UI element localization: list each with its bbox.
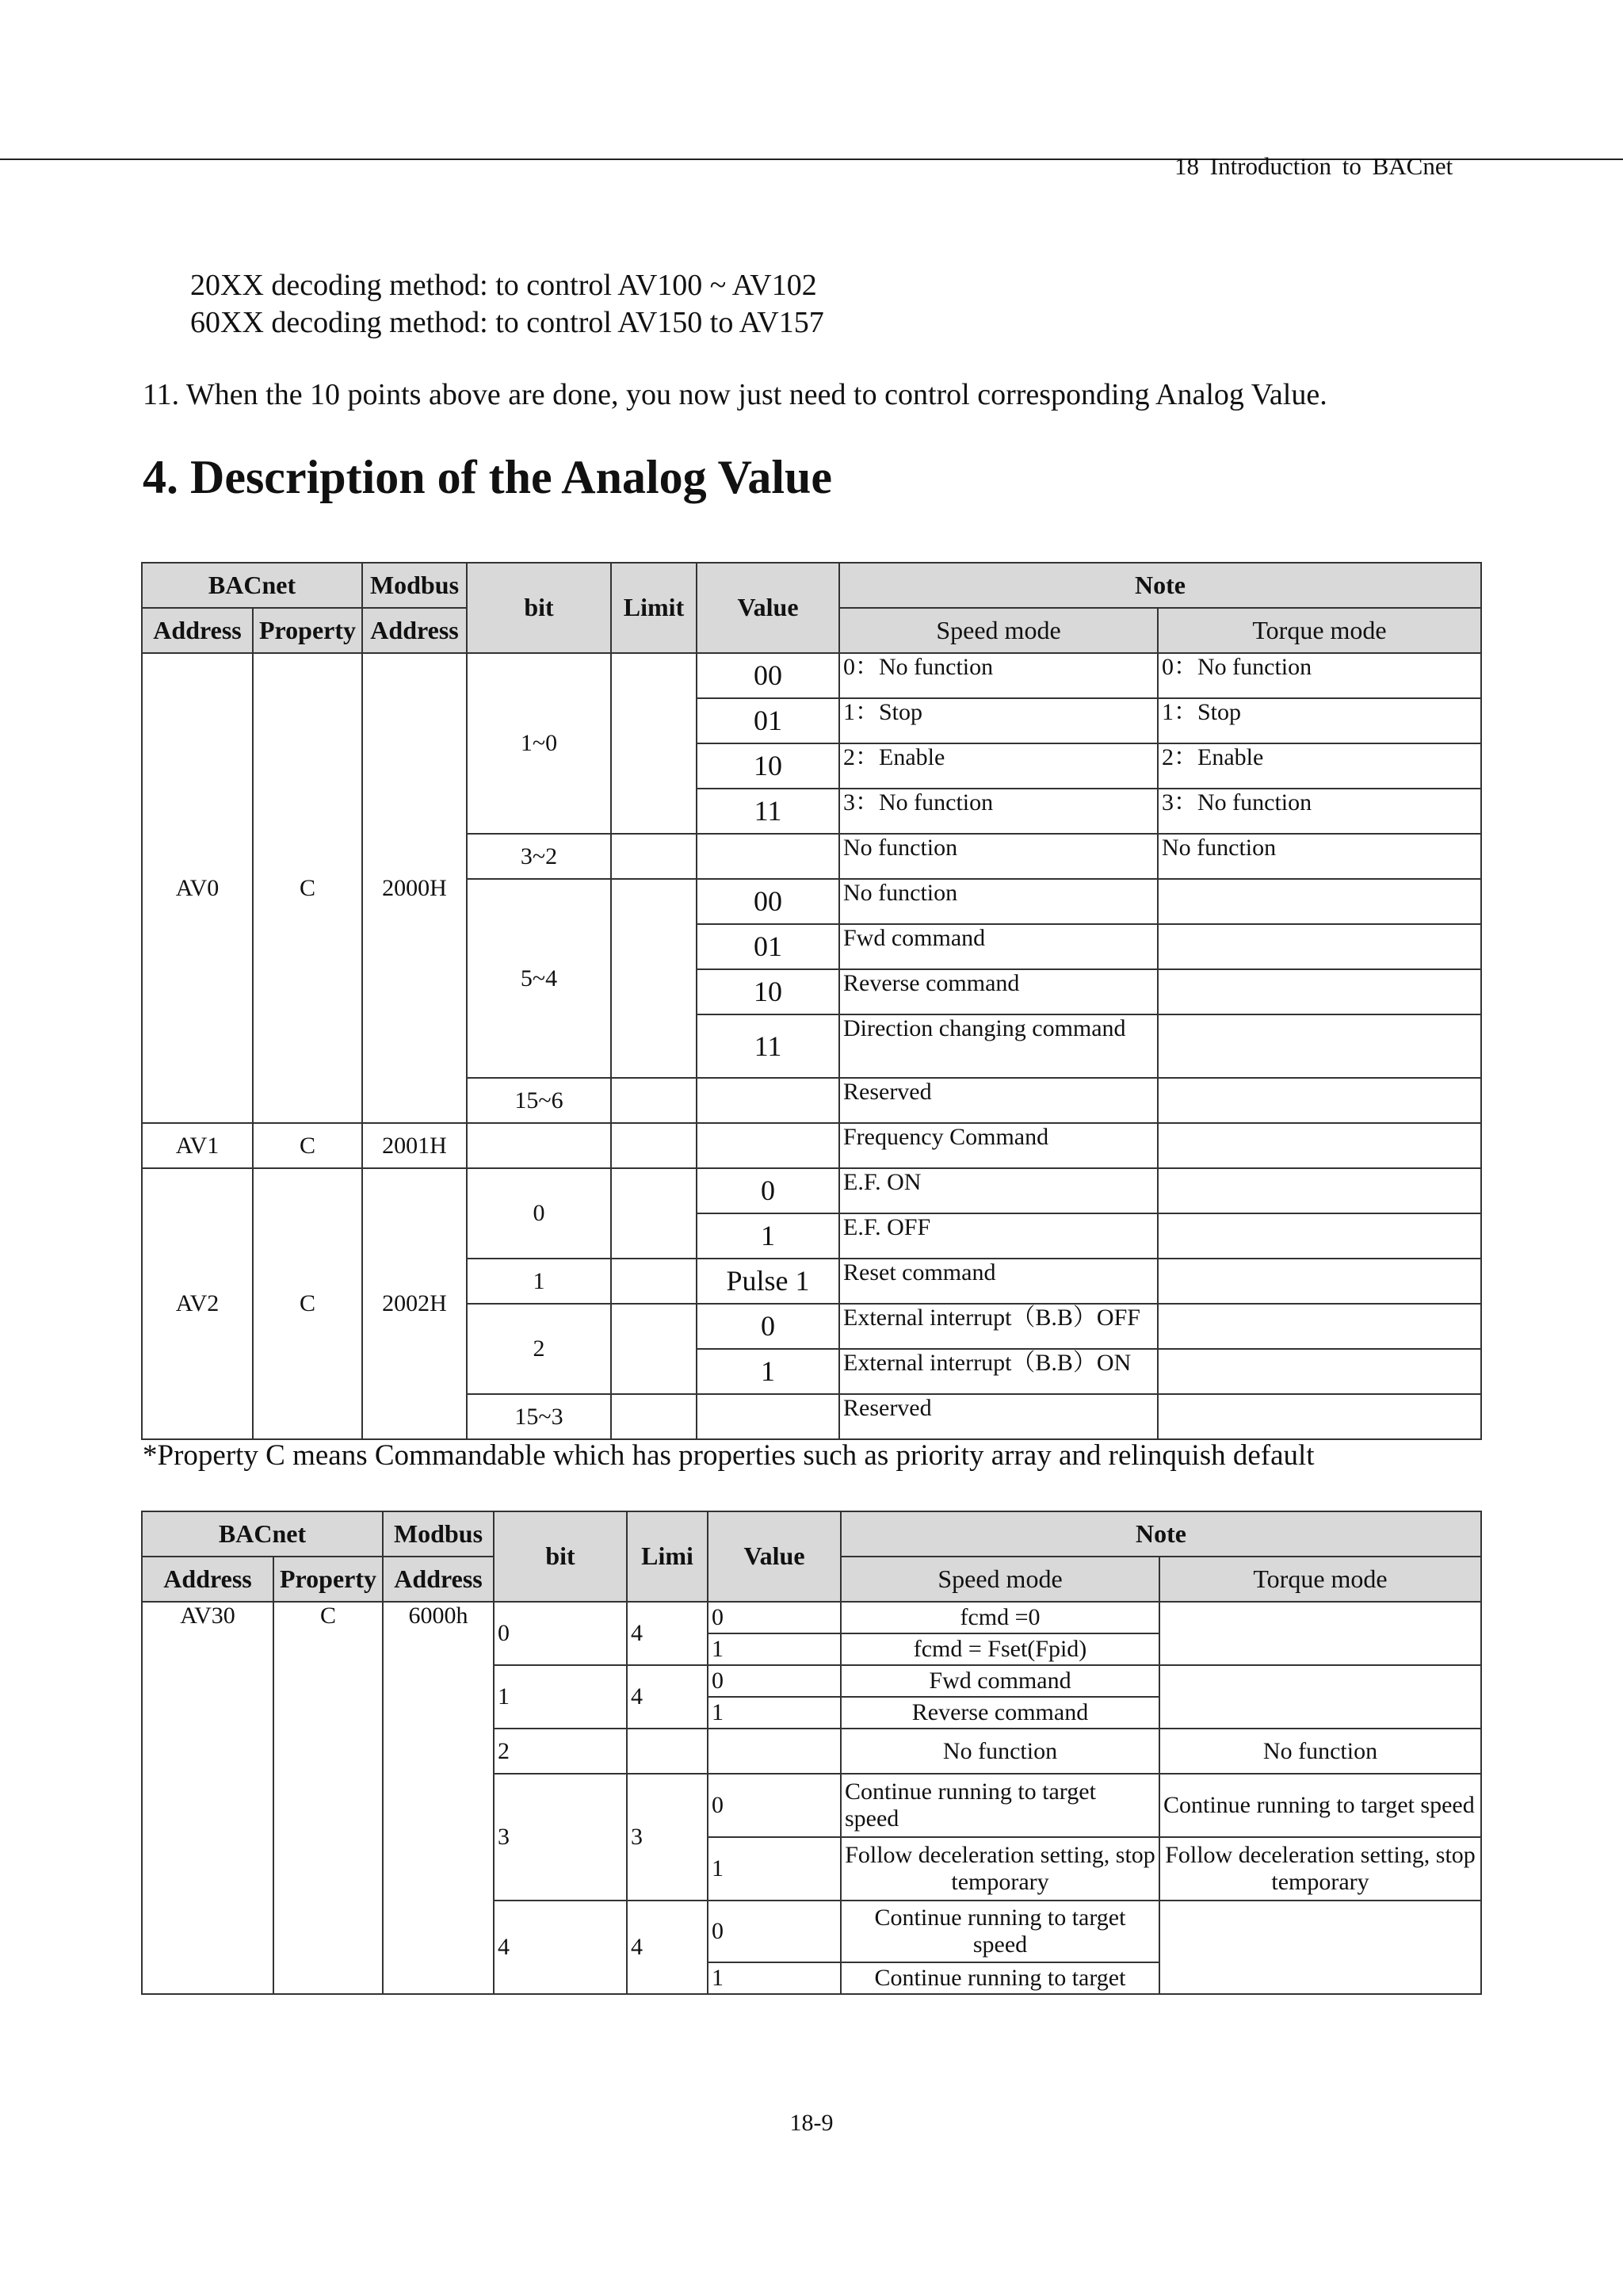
bit-header: bit	[494, 1511, 627, 1602]
note-header: Note	[841, 1511, 1481, 1557]
value-cell	[697, 1078, 839, 1123]
av30-address: AV30	[142, 1602, 273, 1994]
torque-note	[1158, 1394, 1481, 1439]
property-header: Property	[273, 1557, 383, 1602]
value-cell: 1	[708, 1962, 841, 1994]
av1-property: C	[253, 1123, 362, 1168]
bit-cell: 0	[467, 1168, 611, 1259]
property-footnote: *Property C means Commandable which has properties such as priority array and relinquish default	[143, 1439, 1315, 1472]
value-cell: 11	[697, 789, 839, 834]
speed-note: Continue running to target speed	[841, 1901, 1159, 1962]
intro-line-2: 60XX decoding method: to control AV150 to AV157	[190, 306, 824, 339]
value-header: Value	[708, 1511, 841, 1602]
torque-note: 3：No function	[1158, 789, 1481, 834]
value-cell: 0	[708, 1602, 841, 1633]
speed-note: E.F. OFF	[839, 1213, 1158, 1259]
speed-note: Fwd command	[839, 924, 1158, 969]
torque-note	[1158, 1304, 1481, 1349]
value-cell: 0	[708, 1665, 841, 1697]
av2-address: AV2	[142, 1168, 253, 1439]
speed-note: Fwd command	[841, 1665, 1159, 1697]
value-cell: 00	[697, 879, 839, 924]
torque-note	[1158, 879, 1481, 924]
bit-cell: 5~4	[467, 879, 611, 1078]
speed-mode-header: Speed mode	[841, 1557, 1159, 1602]
speed-note: Reserved	[839, 1078, 1158, 1123]
torque-note	[1158, 1349, 1481, 1394]
limit-cell	[611, 1394, 697, 1439]
av0-address: AV0	[142, 653, 253, 1123]
note-header: Note	[839, 563, 1481, 608]
speed-note: Reverse command	[839, 969, 1158, 1014]
value-cell: 1	[697, 1349, 839, 1394]
bit-cell: 15~6	[467, 1078, 611, 1123]
av0-modbus: 2000H	[362, 653, 467, 1123]
limit-cell	[611, 879, 697, 1078]
table-row	[142, 1602, 1481, 1633]
torque-note: Continue running to target speed	[1159, 1774, 1481, 1837]
limit-cell	[611, 1078, 697, 1123]
limit-cell: 4	[627, 1901, 708, 1994]
speed-mode-header: Speed mode	[839, 608, 1158, 653]
value-cell	[697, 1394, 839, 1439]
av30-property: C	[273, 1602, 383, 1994]
section-title: 4. Description of the Analog Value	[143, 451, 833, 503]
value-cell	[697, 834, 839, 879]
torque-note	[1158, 1259, 1481, 1304]
bit-cell: 4	[494, 1901, 627, 1994]
value-cell: 10	[697, 969, 839, 1014]
speed-note: E.F. ON	[839, 1168, 1158, 1213]
bit-cell: 2	[467, 1304, 611, 1394]
speed-note: External interrupt（B.B）OFF	[839, 1304, 1158, 1349]
torque-note	[1158, 1168, 1481, 1213]
value-cell: 1	[708, 1697, 841, 1729]
torque-note	[1158, 1014, 1481, 1078]
bit-cell: 1	[494, 1665, 627, 1729]
limit-cell: 3	[627, 1774, 708, 1901]
speed-note: fcmd = Fset(Fpid)	[841, 1633, 1159, 1665]
bit-cell: 1	[467, 1259, 611, 1304]
speed-note: 3：No function	[839, 789, 1158, 834]
table-row	[142, 653, 1481, 698]
bacnet-header: BACnet	[142, 1511, 383, 1557]
value-header: Value	[697, 563, 839, 653]
value-cell: 00	[697, 653, 839, 698]
bit-header: bit	[467, 563, 611, 653]
av30-modbus: 6000h	[383, 1602, 494, 1994]
value-cell: 11	[697, 1014, 839, 1078]
av2-property: C	[253, 1168, 362, 1439]
limit-cell	[627, 1729, 708, 1774]
intro-line-3: 11. When the 10 points above are done, you now just need to control corresponding Analog Value.	[143, 378, 1327, 411]
torque-note: 2：Enable	[1158, 743, 1481, 789]
torque-note	[1159, 1602, 1481, 1665]
bit-cell: 1~0	[467, 653, 611, 834]
value-cell: 0	[708, 1901, 841, 1962]
av2-modbus: 2002H	[362, 1168, 467, 1439]
modbus-address-header: Address	[362, 608, 467, 653]
av1-address: AV1	[142, 1123, 253, 1168]
chapter-header: 18 Introduction to BACnet	[1174, 152, 1453, 180]
value-cell: 0	[708, 1774, 841, 1837]
value-cell: 10	[697, 743, 839, 789]
table-row	[142, 1168, 1481, 1213]
bit-cell: 15~3	[467, 1394, 611, 1439]
speed-note: No function	[841, 1729, 1159, 1774]
torque-mode-header: Torque mode	[1158, 608, 1481, 653]
bit-cell: 0	[494, 1602, 627, 1665]
torque-note: 1：Stop	[1158, 698, 1481, 743]
intro-line-1: 20XX decoding method: to control AV100 ~ AV102	[190, 269, 817, 302]
analog-value-table	[141, 562, 1482, 1440]
torque-note: No function	[1158, 834, 1481, 879]
bit-cell	[467, 1123, 611, 1168]
torque-note	[1158, 1123, 1481, 1168]
property-header: Property	[253, 608, 362, 653]
value-cell: 0	[697, 1304, 839, 1349]
limit-header: Limi	[627, 1511, 708, 1602]
speed-note: 0：No function	[839, 653, 1158, 698]
speed-note: Continue running to target	[841, 1962, 1159, 1994]
address-header: Address	[142, 608, 253, 653]
limit-cell	[611, 1123, 697, 1168]
speed-note: 1：Stop	[839, 698, 1158, 743]
value-cell: Pulse 1	[697, 1259, 839, 1304]
address-header: Address	[142, 1557, 273, 1602]
speed-note: Follow deceleration setting, stop temporary	[841, 1837, 1159, 1901]
speed-note: Reverse command	[841, 1697, 1159, 1729]
limit-header: Limit	[611, 563, 697, 653]
speed-note: Frequency Command	[839, 1123, 1158, 1168]
modbus-header: Modbus	[383, 1511, 494, 1557]
limit-cell: 4	[627, 1665, 708, 1729]
value-cell: 1	[697, 1213, 839, 1259]
torque-note	[1159, 1901, 1481, 1994]
torque-note: No function	[1159, 1729, 1481, 1774]
torque-note	[1158, 969, 1481, 1014]
modbus-address-header: Address	[383, 1557, 494, 1602]
value-cell: 1	[708, 1633, 841, 1665]
torque-note: Follow deceleration setting, stop temporary	[1159, 1837, 1481, 1901]
value-cell: 0	[697, 1168, 839, 1213]
page-number: 18-9	[789, 2110, 834, 2136]
torque-note: 0：No function	[1158, 653, 1481, 698]
torque-note	[1158, 1078, 1481, 1123]
bit-cell: 3	[494, 1774, 627, 1901]
speed-note: fcmd =0	[841, 1602, 1159, 1633]
speed-note: Reserved	[839, 1394, 1158, 1439]
limit-cell: 4	[627, 1602, 708, 1665]
av30-table	[141, 1511, 1482, 1995]
speed-note: Direction changing command	[839, 1014, 1158, 1078]
bit-cell: 3~2	[467, 834, 611, 879]
value-cell: 1	[708, 1837, 841, 1901]
speed-note: No function	[839, 879, 1158, 924]
torque-note	[1158, 1213, 1481, 1259]
limit-cell	[611, 1168, 697, 1259]
av1-modbus: 2001H	[362, 1123, 467, 1168]
modbus-header: Modbus	[362, 563, 467, 608]
value-cell: 01	[697, 698, 839, 743]
limit-cell	[611, 1259, 697, 1304]
limit-cell	[611, 834, 697, 879]
speed-note: 2：Enable	[839, 743, 1158, 789]
speed-note: External interrupt（B.B）ON	[839, 1349, 1158, 1394]
limit-cell	[611, 1304, 697, 1394]
torque-note	[1158, 924, 1481, 969]
value-cell	[697, 1123, 839, 1168]
speed-note: No function	[839, 834, 1158, 879]
limit-cell	[611, 653, 697, 834]
table-row	[142, 1123, 1481, 1168]
bit-cell: 2	[494, 1729, 627, 1774]
value-cell	[708, 1729, 841, 1774]
speed-note: Reset command	[839, 1259, 1158, 1304]
torque-note	[1159, 1665, 1481, 1729]
speed-note: Continue running to target speed	[841, 1774, 1159, 1837]
torque-mode-header: Torque mode	[1159, 1557, 1481, 1602]
bacnet-header: BACnet	[142, 563, 362, 608]
value-cell: 01	[697, 924, 839, 969]
av0-property: C	[253, 653, 362, 1123]
